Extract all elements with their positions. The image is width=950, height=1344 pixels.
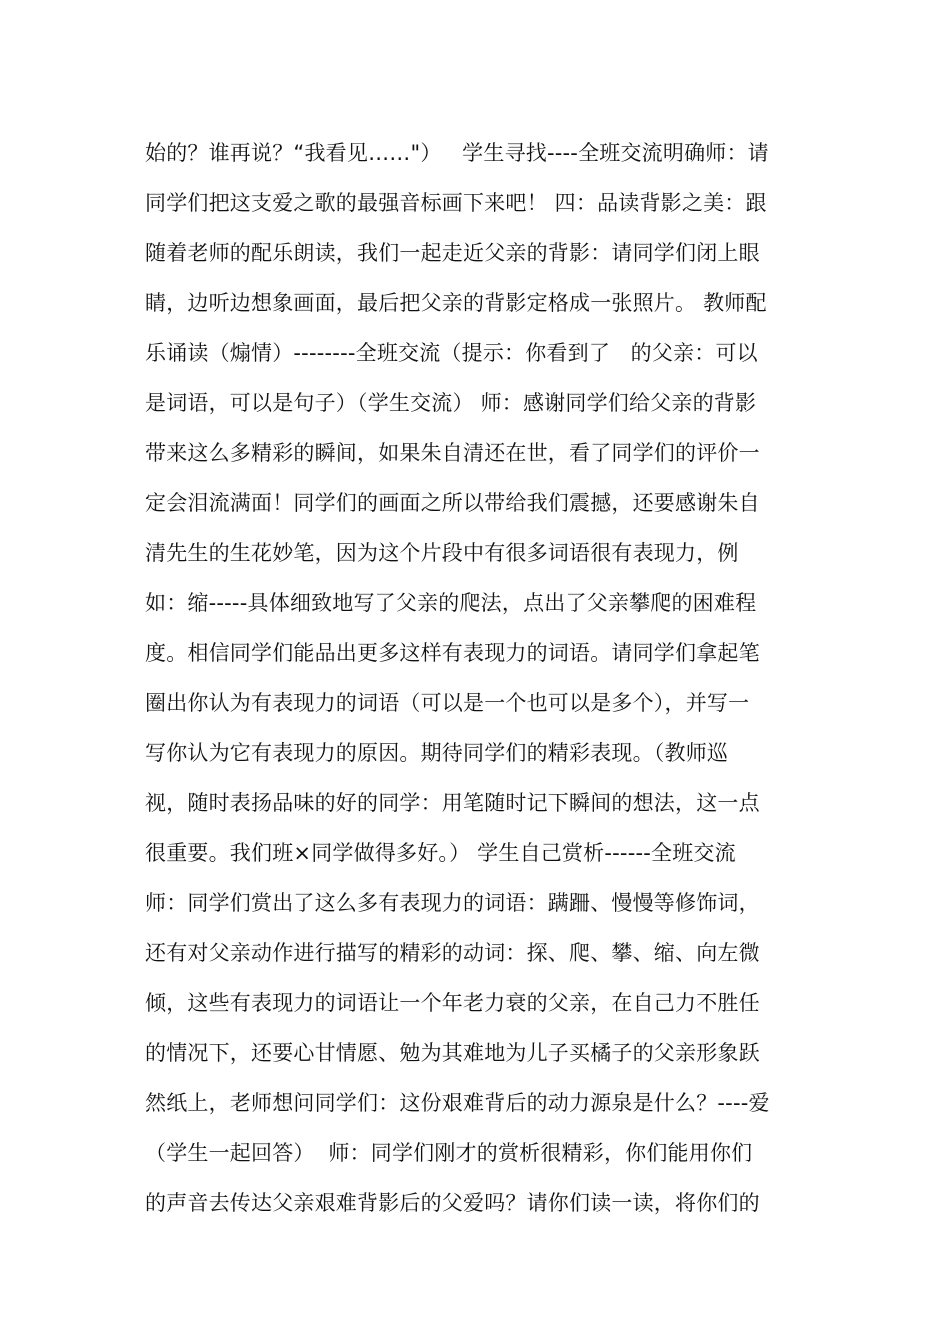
text-line: （学生一起回答） 师：同学们刚才的赏析很精彩，你们能用你们 [145, 1141, 753, 1165]
text-line: 始的？谁再说？“我看见……"） 学生寻找----全班交流明确师：请 [145, 141, 769, 165]
text-line: 清先生的生花妙笔，因为这个片段中有很多词语很有表现力，例 [145, 541, 739, 565]
text-line: 师：同学们赏出了这么多有表现力的词语：蹒跚、慢慢等修饰词， [145, 891, 760, 915]
text-line: 睛，边听边想象画面，最后把父亲的背影定格成一张照片。 教师配 [145, 291, 767, 315]
text-line: 度。相信同学们能品出更多这样有表现力的词语。请同学们拿起笔 [145, 641, 760, 665]
body-text [145, 128, 815, 1228]
text-line: 带来这么多精彩的瞬间，如果朱自清还在世，看了同学们的评价一 [145, 441, 760, 465]
text-line: 定会泪流满面！同学们的画面之所以带给我们震撼，还要感谢朱自 [145, 491, 760, 515]
text-line: 的声音去传达父亲艰难背影后的父爱吗？请你们读一读，将你们的 [145, 1191, 760, 1215]
text-line: 然纸上，老师想问同学们：这份艰难背后的动力源泉是什么？----爱 [145, 1091, 770, 1115]
text-line: 乐诵读（煽情）--------全班交流（提示：你看到了 的父亲：可以 [145, 341, 758, 365]
text-line: 的情况下，还要心甘情愿、勉为其难地为儿子买橘子的父亲形象跃 [145, 1041, 760, 1065]
text-line: 如：缩-----具体细致地写了父亲的爬法，点出了父亲攀爬的困难程 [145, 591, 757, 615]
text-line: 倾，这些有表现力的词语让一个年老力衰的父亲，在自己力不胜任 [145, 991, 760, 1015]
text-line: 还有对父亲动作进行描写的精彩的动词：探、爬、攀、缩、向左微 [145, 941, 760, 965]
text-line: 圈出你认为有表现力的词语（可以是一个也可以是多个），并写一 [145, 691, 750, 715]
text-line: 是词语，可以是句子）（学生交流） 师：感谢同学们给父亲的背影 [145, 391, 757, 415]
text-line: 视，随时表扬品味的好的同学：用笔随时记下瞬间的想法，这一点 [145, 791, 760, 815]
text-line: 写你认为它有表现力的原因。期待同学们的精彩表现。（教师巡 [145, 741, 729, 765]
text-line: 很重要。我们班×同学做得多好。） 学生自己赏析------全班交流 [145, 841, 736, 865]
text-line: 同学们把这支爱之歌的最强音标画下来吧！ 四：品读背影之美：跟 [145, 191, 767, 215]
text-line: 随着老师的配乐朗读，我们一起走近父亲的背影：请同学们闭上眼 [145, 241, 760, 265]
